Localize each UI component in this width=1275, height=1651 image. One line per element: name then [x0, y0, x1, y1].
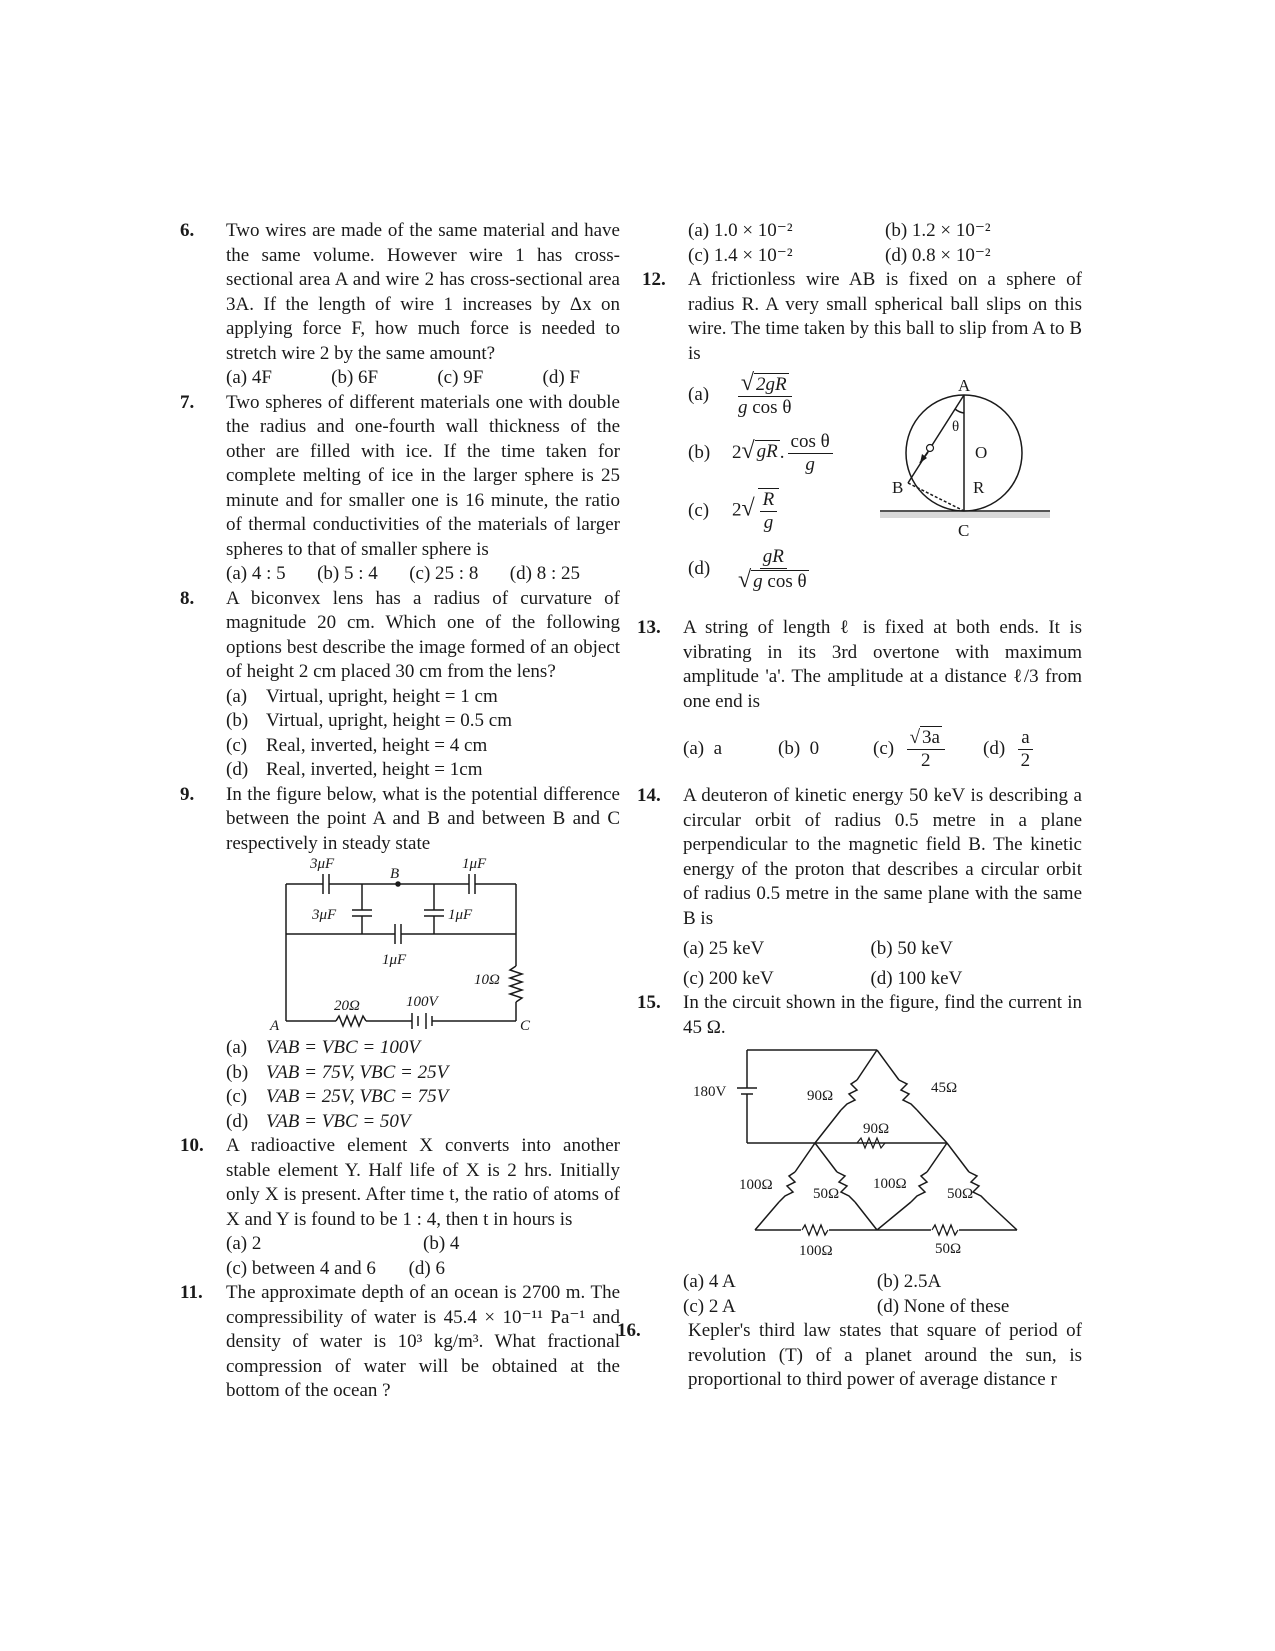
label-b: B: [892, 478, 904, 497]
option-c: (c) $\frac{√ 3a}{2}$: [873, 727, 983, 772]
math-options: [688, 366, 888, 598]
option-c: (c) 1.4 × 10⁻²: [688, 244, 793, 266]
label-r: R: [973, 478, 985, 497]
label-battery: 180V: [693, 1084, 727, 1100]
option-c: [688, 482, 888, 540]
resistor-network-diagram: [677, 1040, 1037, 1270]
option-c: (c) between 4 and 6: [226, 1257, 376, 1279]
option-text: Real, inverted, height = 4 cm: [266, 734, 488, 756]
question-12: [642, 268, 1082, 616]
options-row-2: [688, 244, 1082, 269]
question-15: [637, 991, 1082, 1319]
question-14: [637, 784, 1082, 991]
option-label: (c): [226, 1086, 248, 1107]
option-label: (c): [873, 737, 895, 759]
option-text: VAB = VBC = 100V: [266, 1037, 421, 1058]
options-row-1: [226, 1232, 620, 1257]
label-battery: 100V: [406, 994, 438, 1010]
question-number: 12.: [642, 269, 666, 290]
options-row-2: [683, 967, 1082, 992]
label-r50b: 50Ω: [947, 1186, 974, 1202]
question-text: A deuteron of kinetic energy 50 keV is describing a circular orbit of radius 0.5 metre in a plane perpendicular to the magnetic field B. The kinetic energy of the proton that describes a circular orbit of radius 0.5 metre in the same plane with the same B is: [683, 785, 1082, 929]
question-text: Two spheres of different materials one with double the radius and one-fourth wall thickness of the other are filled with ice. If the time taken for complete melting of ice in the larger sphere is 25 minute and for smaller one is 16 minute, the ratio of thermal conductivities of the materials of larger spheres to that of smaller sphere is: [226, 391, 620, 560]
question-number: 15.: [637, 992, 661, 1013]
question-number: 6.: [180, 220, 195, 241]
option-text: VAB = 75V, VBC = 25V: [266, 1061, 449, 1083]
option-a: (a) 4F: [226, 367, 272, 388]
question-text: A frictionless wire AB is fixed on a sphere of radius R. A very small spherical ball slips on this wire. The time taken by this ball to slip from A to B is: [688, 269, 1082, 364]
option-c: (c) 2 A: [683, 1295, 736, 1317]
label-r50c: 50Ω: [935, 1241, 962, 1257]
question-text: Two wires are made of the same material and have the same volume. However wire 1 has cross-sectional area A and wire 2 has cross-sectional area 3A. If the length of wire 1 increases by Δx on applying force F, how much force is needed to stretch wire 2 by the same amount?: [226, 220, 620, 364]
option-d-formula: $\frac{gR}{\text{√ g cos θ}}$: [738, 545, 807, 593]
option-label: (d): [226, 1110, 249, 1132]
question-number: 8.: [180, 587, 195, 609]
label-r100a: 100Ω: [739, 1177, 773, 1193]
question-12-body: [688, 366, 1082, 616]
option-label: (c): [226, 734, 248, 756]
label-a: A: [958, 376, 971, 395]
options-row-1: [688, 219, 1082, 244]
option-b: (b) 5 : 4: [317, 563, 378, 584]
label-r90a: 90Ω: [807, 1088, 834, 1104]
question-text: A string of length ℓ is fixed at both ends. It is vibrating in its 3rd overtone with maximum amplitude 'a'. The amplitude at a distance ℓ/3 from one end is: [683, 617, 1082, 712]
question-number: 11.: [180, 1282, 203, 1303]
question-number: 10.: [180, 1135, 204, 1156]
question-7: [180, 391, 620, 587]
option-d: (d) F: [542, 367, 580, 388]
label-a: A: [270, 1018, 280, 1034]
option-d: (d) 6: [408, 1257, 445, 1279]
option-d: (d) 0.8 × 10⁻²: [885, 244, 991, 266]
option-b: (b) 4: [423, 1233, 460, 1254]
option-b: (b) 2.5A: [876, 1271, 942, 1292]
option-label: (b): [778, 737, 801, 759]
option-d: [226, 1110, 620, 1135]
option-b: (b) 50 keV: [870, 938, 953, 959]
options-row-2: [226, 1257, 620, 1282]
option-b: [778, 737, 873, 762]
question-8: [180, 587, 620, 783]
option-c: (c) 25 : 8: [409, 563, 479, 584]
question-11-options: [642, 219, 1082, 268]
option-a: [226, 685, 620, 710]
option-d: [226, 758, 620, 783]
option-text: VAB = 25V, VBC = 75V: [266, 1086, 449, 1107]
question-number: 9.: [180, 783, 195, 805]
question-11: [180, 1281, 620, 1404]
label-b: B: [390, 866, 400, 882]
option-label: (a): [226, 685, 248, 707]
question-text: The approximate depth of an ocean is 2700 m. The compressibility of water is 45.4 × 10⁻¹¹ Pa⁻¹ and density of water is 10³ kg/m³. What fractional compression of water will be obtained at the bottom of the ocean ?: [226, 1282, 620, 1401]
options: [226, 366, 620, 391]
label-r100b: 100Ω: [873, 1176, 907, 1192]
options: [226, 562, 620, 587]
label-c5: 1μF: [382, 952, 407, 968]
question-6: [180, 219, 620, 391]
option-text: Virtual, upright, height = 1 cm: [266, 685, 498, 707]
question-13: [637, 616, 1082, 784]
option-label: (b): [226, 1061, 249, 1083]
left-column: [180, 219, 620, 1404]
options-row-1: [683, 1270, 1082, 1295]
option-value: 0: [809, 737, 820, 759]
option-d: [688, 540, 888, 598]
option-c: [226, 734, 620, 759]
label-c2: 1μF: [462, 856, 487, 872]
option-a: (a) 4 A: [683, 1271, 736, 1292]
question-text: A biconvex lens has a radius of curvature of magnitude 20 cm. Which one of the following options best describe the image formed of an object of height 2 cm placed 30 cm from the lens?: [226, 587, 620, 682]
question-number: 14.: [637, 785, 661, 806]
option-a: (a) 4 : 5: [226, 563, 286, 584]
option-a: (a) 1.0 × 10⁻²: [688, 220, 793, 241]
label-o: O: [975, 443, 988, 462]
option-a: (a) 25 keV: [683, 938, 765, 959]
label-c: C: [520, 1018, 531, 1034]
option-c: (c) 9F: [437, 367, 484, 388]
option-label: (d): [688, 557, 711, 579]
label-c1: 3μF: [310, 856, 335, 872]
label-r50a: 50Ω: [813, 1186, 840, 1202]
question-text: Kepler's third law states that square of period of revolution (T) of a planet around the sun, is proportional to third power of average distance r: [688, 1320, 1082, 1390]
option-value: a: [713, 737, 723, 759]
option-label: (d): [983, 737, 1006, 759]
option-b: (b) 1.2 × 10⁻²: [885, 220, 991, 241]
option-b: [226, 1061, 620, 1086]
label-r2: 10Ω: [474, 972, 500, 988]
option-a: [226, 1036, 620, 1061]
question-number: 13.: [637, 617, 661, 638]
question-9: [180, 783, 620, 1135]
option-b-formula: 2√ gR . $\frac{\text{cos θ}}{g}$: [732, 431, 836, 476]
option-b: (b) 6F: [331, 367, 379, 388]
option-label: (c): [688, 499, 710, 521]
label-c: C: [958, 521, 970, 540]
option-label: (a): [688, 383, 710, 405]
option-label: (b): [688, 441, 711, 463]
option-label: (a): [683, 737, 705, 759]
label-r45: 45Ω: [931, 1080, 958, 1096]
option-text: Virtual, upright, height = 0.5 cm: [266, 710, 512, 731]
option-a: [683, 737, 778, 762]
option-b: [688, 424, 888, 482]
option-text: Real, inverted, height = 1cm: [266, 759, 483, 780]
label-r90b: 90Ω: [863, 1121, 890, 1137]
option-d: (d) None of these: [876, 1295, 1010, 1317]
option-d: (d) 100 keV: [870, 967, 963, 989]
option-a: [688, 366, 888, 424]
capacitor-circuit-diagram: [266, 856, 566, 1036]
label-c3: 3μF: [312, 907, 337, 923]
option-d: (d) $\frac{a}{2}$: [983, 727, 1036, 772]
question-16: [617, 1319, 1082, 1393]
option-c-formula: 2√ $\frac{R}{g}$: [732, 488, 782, 534]
label-theta: θ: [952, 419, 960, 435]
label-r100c: 100Ω: [799, 1243, 833, 1259]
question-10: [180, 1134, 620, 1281]
option-text: VAB = VBC = 50V: [266, 1110, 411, 1132]
option-c: (c) 200 keV: [683, 967, 774, 989]
options-row-1: [683, 937, 1082, 962]
question-number: 7.: [180, 391, 195, 413]
option-d: (d) 8 : 25: [509, 563, 580, 584]
option-a-formula: $\frac{√ 2gR}{\text{g cos θ}}$: [738, 369, 792, 418]
option-a: (a) 2: [226, 1233, 262, 1254]
option-label: (b): [226, 710, 249, 731]
option-c: [226, 1085, 620, 1110]
option-label: (a): [226, 1037, 248, 1058]
option-label: (d): [226, 759, 249, 780]
options-row-2: [683, 1295, 1082, 1320]
label-c4: 1μF: [448, 907, 473, 923]
question-text: A radioactive element X converts into another stable element Y. Half life of X is 2 hrs. Initially only X is present. After time t, the ratio of atoms of X and Y is found to be 1 : 4, then t in hours is: [226, 1135, 620, 1230]
sphere-wire-diagram: [864, 376, 1064, 556]
question-text: In the figure below, what is the potential difference between the point A and B and between B and C respectively in steady state: [226, 783, 620, 854]
label-r1: 20Ω: [334, 998, 360, 1014]
option-b: [226, 709, 620, 734]
options: [683, 714, 1082, 784]
right-column: [617, 219, 1082, 1393]
question-text: In the circuit shown in the figure, find the current in 45 Ω.: [683, 992, 1082, 1038]
question-number: 16.: [617, 1320, 641, 1341]
